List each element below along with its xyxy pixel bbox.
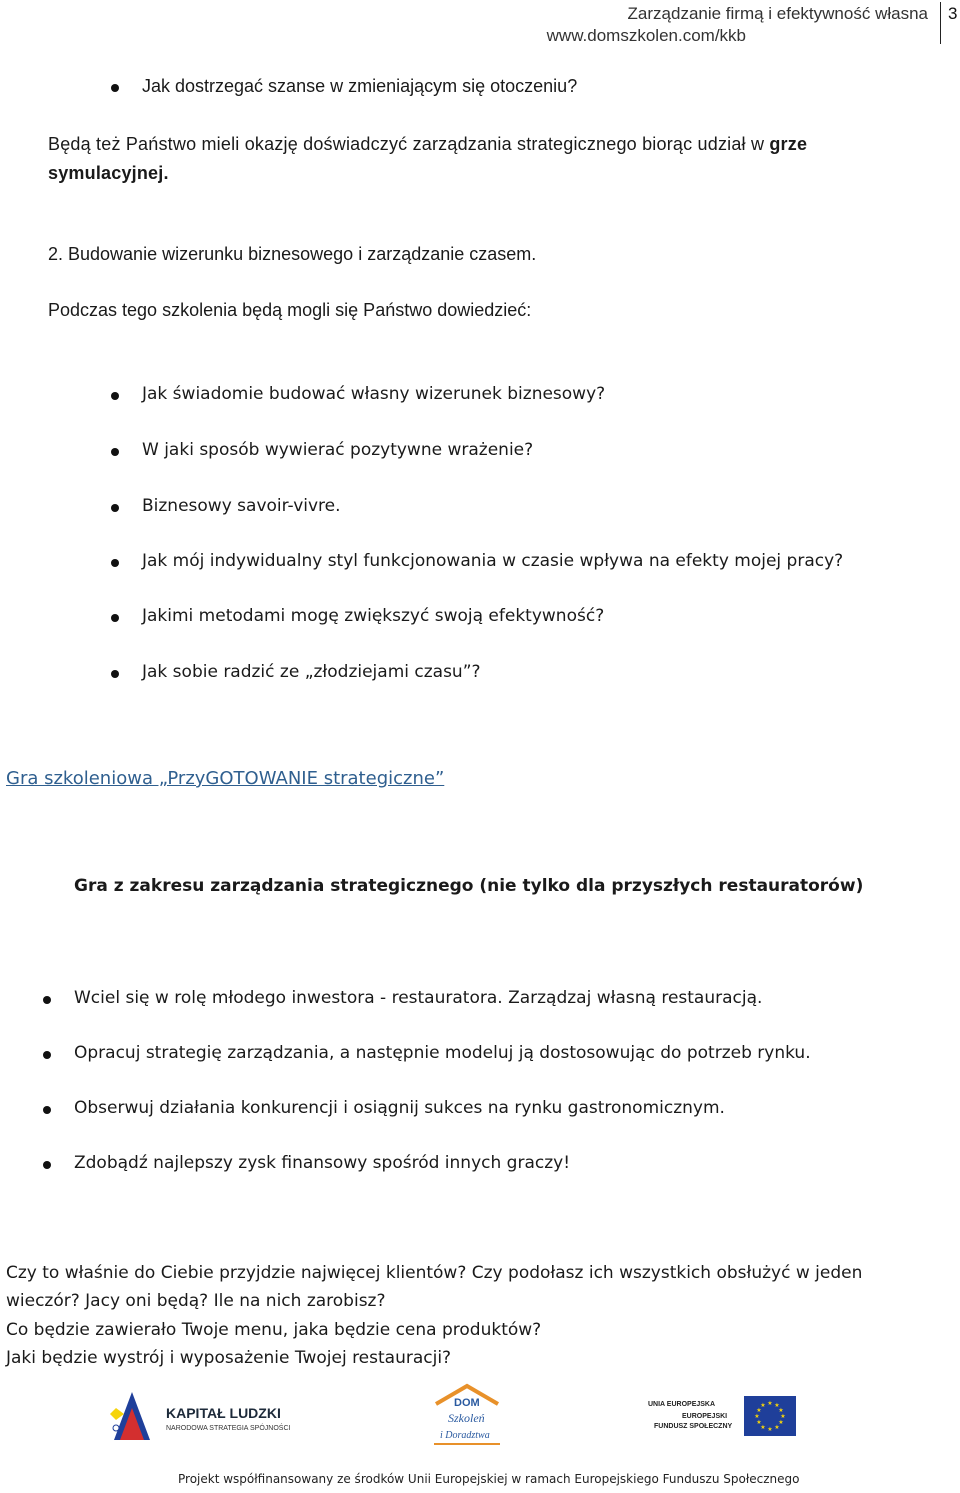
list-item: Jak mój indywidualny styl funkcjonowania w czasie wpływa na efekty mojej pracy? <box>142 551 844 571</box>
header-title: Zarządzanie firmą i efektywność własna <box>627 4 928 23</box>
list-item: Jakimi metodami mogę zwiększyć swoją efektywność? <box>142 606 605 626</box>
svg-text:★: ★ <box>778 1407 784 1414</box>
header-divider <box>940 2 941 44</box>
eu-line1: UNIA EUROPEJSKA <box>648 1401 716 1408</box>
game-title-link[interactable]: Gra szkoleniowa „PrzyGOTOWANIE strategiczne” <box>6 768 445 789</box>
svg-text:★: ★ <box>760 1402 766 1409</box>
game-note-text: Będą też Państwo mieli okazję doświadczyć zarządzania strategicznego biorąc udział w <box>48 134 770 154</box>
svg-text:★: ★ <box>767 1426 773 1433</box>
section-heading: 2. Budowanie wizerunku biznesowego i zarządzanie czasem. <box>48 244 537 264</box>
dom-line2: Szkoleń <box>448 1411 485 1425</box>
svg-text:★: ★ <box>760 1424 766 1431</box>
page-number: 3 <box>948 4 958 23</box>
section-lead: Podczas tego szkolenia będą mogli się Państwo dowiedzieć: <box>48 300 532 320</box>
kapital-ludzki-title: KAPITAŁ LUDZKI <box>166 1405 281 1421</box>
svg-text:★: ★ <box>767 1400 773 1407</box>
closing-paragraph: Co będzie zawierało Twoje menu, jaka będzie cena produktów? <box>6 1320 542 1340</box>
game-note-bold: grze symulacyjnej. <box>48 134 808 183</box>
svg-text:★: ★ <box>756 1407 762 1414</box>
dom-szkolen-logo <box>430 1382 504 1448</box>
svg-text:★: ★ <box>774 1402 780 1409</box>
svg-text:★: ★ <box>754 1413 760 1420</box>
svg-text:★: ★ <box>780 1413 786 1420</box>
game-note-paragraph <box>48 130 928 188</box>
list-item: Jak świadomie budować własny wizerunek biznesowy? <box>142 384 606 404</box>
kapital-ludzki-subtitle: NARODOWA STRATEGIA SPÓJNOŚCI <box>166 1425 291 1432</box>
list-item: Wciel się w rolę młodego inwestora - restauratora. Zarządzaj własną restauracją. <box>74 988 763 1008</box>
list-item: Jak sobie radzić ze „złodziejami czasu”? <box>142 662 481 682</box>
kapital-ludzki-logo <box>110 1384 320 1448</box>
list-item: Biznesowy savoir-vivre. <box>142 496 341 516</box>
eu-line2: EUROPEJSKI <box>682 1413 728 1420</box>
list-item: Opracuj strategię zarządzania, a następnie modeluj ją dostosowując do potrzeb rynku. <box>74 1043 811 1063</box>
list-item: Jak dostrzegać szanse w zmieniającym się otoczeniu? <box>142 76 578 96</box>
header-url: www.domszkolen.com/kkb <box>546 26 746 45</box>
game-subtitle: Gra z zakresu zarządzania strategicznego (nie tylko dla przyszłych restauratorów) <box>74 876 864 896</box>
list-item: Obserwuj działania konkurencji i osiągnij sukces na rynku gastronomicznym. <box>74 1098 725 1118</box>
list-item: W jaki sposób wywierać pozytywne wrażenie? <box>142 440 534 460</box>
eu-line3: FUNDUSZ SPOŁECZNY <box>654 1423 733 1430</box>
closing-paragraph: Czy to właśnie do Ciebie przyjdzie najwięcej klientów? Czy podołasz ich wszystkich obsłużyć w jeden wieczór? Jacy oni będą? Ile na nich zarobisz? <box>6 1263 863 1311</box>
svg-text:★: ★ <box>778 1419 784 1426</box>
closing-paragraph: Jaki będzie wystrój i wyposażenie Twojej restauracji? <box>6 1348 452 1368</box>
dom-line3: i Doradztwa <box>440 1430 490 1441</box>
eu-logo <box>640 1394 800 1440</box>
list-item: Zdobądź najlepszy zysk finansowy spośród innych graczy! <box>74 1153 571 1173</box>
svg-text:★: ★ <box>774 1424 780 1431</box>
footer-text: Projekt współfinansowany ze środków Unii Europejskiej w ramach Europejskiego Funduszu Społecznego <box>178 1472 800 1486</box>
svg-text:★: ★ <box>756 1419 762 1426</box>
dom-line1: DOM <box>454 1397 480 1409</box>
